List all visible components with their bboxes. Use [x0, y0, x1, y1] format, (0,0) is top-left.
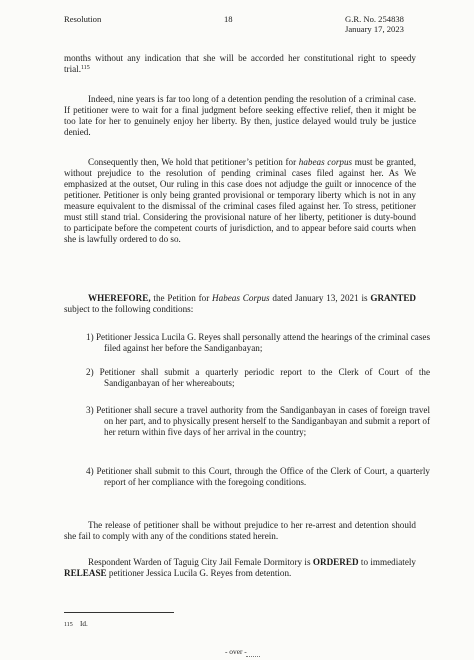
- paragraph-text: dated January 13, 2021 is: [269, 293, 371, 303]
- header-page-number: 18: [224, 14, 233, 24]
- granted-label: GRANTED: [370, 293, 416, 303]
- cut-off-mark: [246, 656, 260, 660]
- header-document-type: Resolution: [64, 14, 102, 24]
- condition-item: 1) Petitioner Jessica Lucila G. Reyes shall personally attend the hearings of the criminal cases filed against her before the Sandiganbayan;: [86, 332, 430, 353]
- paragraph-text: the Petition for: [150, 293, 213, 303]
- ordered-label: ORDERED: [312, 557, 359, 567]
- header-date: January 17, 2023: [345, 24, 404, 34]
- paragraph-release: The release of petitioner shall be without prejudice to her re-arrest and detention should she fail to comply with any of the conditions stated herein.: [64, 520, 416, 541]
- paragraph-order: [64, 557, 416, 579]
- footnote-text: Id.: [80, 620, 88, 628]
- wherefore-label: WHEREFORE,: [88, 293, 151, 303]
- condition-item: 2) Petitioner shall submit a quarterly periodic report to the Clerk of Court of the Sandiganbayan of her whereabouts;: [86, 367, 430, 388]
- page-continuation-marker: - over -: [225, 647, 247, 656]
- footnote-divider: [64, 612, 174, 613]
- paragraph-text: Consequently then, We hold that petitioner’s petition for: [88, 157, 299, 167]
- header-case-number: G.R. No. 254838: [345, 14, 404, 24]
- condition-item: 3) Petitioner shall secure a travel authority from the Sandiganbayan in cases of foreign travel on her part, and to physically present herself to the Sandiganbayan and submit a report of her return within five days of her arrival in the country;: [86, 405, 430, 437]
- release-label: RELEASE: [64, 568, 107, 578]
- emphasis-text: habeas corpus: [298, 157, 353, 167]
- emphasis-text: Habeas Corpus: [212, 293, 270, 303]
- footnote-reference[interactable]: 115: [80, 65, 90, 71]
- condition-item: 4) Petitioner shall submit to this Court, through the Office of the Clerk of Court, a quarterly report of her compliance with the foregoing conditions.: [86, 466, 430, 487]
- footnote-number: 115: [64, 622, 73, 628]
- paragraph-speedy-trial: [64, 53, 416, 75]
- paragraph-detention: Indeed, nine years is far too long of a detention pending the resolution of a criminal case. If petitioner were to wait for a final judgment before seeking effective relief, then it might be too late for her to genuinely enjoy her liberty. By then, justice delayed would truly be justice denied.: [64, 94, 416, 137]
- paragraph-text: Respondent Warden of Taguig City Jail Female Dormitory is: [88, 557, 313, 567]
- footnote: [64, 620, 88, 630]
- paragraph-wherefore: [64, 293, 416, 315]
- paragraph-text: months without any indication that she will be accorded her constitutional right to speedy trial.: [64, 53, 416, 74]
- paragraph-text: petitioner Jessica Lucila G. Reyes from detention.: [106, 568, 292, 578]
- paragraph-text: to immediately: [358, 557, 416, 567]
- paragraph-habeas-corpus: [64, 157, 416, 245]
- paragraph-text: must be granted, without prejudice to the resolution of pending criminal cases filed against her. As We emphasized at the outset, Our ruling in this case does not adjudge the guilt or innocence of the petitioner. Petitioner is only being granted provisional or temporary liberty which is not in any measure equivalent to the dismissal of the criminal cases filed against her. To stress, petitioner must still stand trial. Considering the provisional nature of her liberty, petitioner is duty-bound to participate before the competent courts of jurisdiction, and to appear before said courts when she is lawfully ordered to do so.: [64, 157, 416, 244]
- paragraph-text: subject to the following conditions:: [64, 304, 194, 314]
